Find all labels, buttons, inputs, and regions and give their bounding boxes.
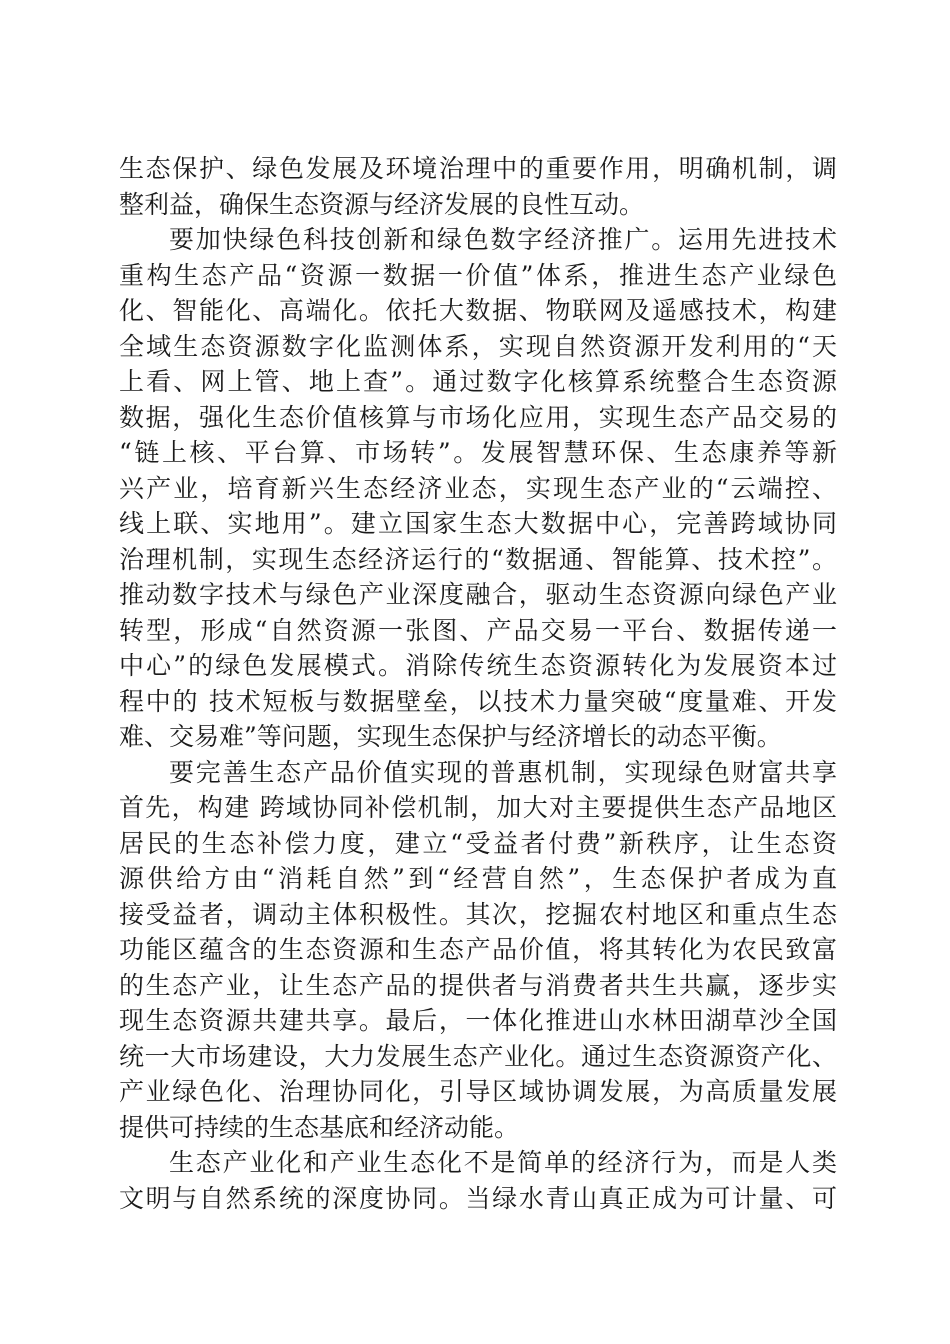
text-line: 统一大市场建设，大力发展生态产业化。通过生态资源资产化、 [119, 1041, 837, 1071]
text-line: 文明与自然系统的深度协同。当绿水青山真正成为可计量、可 [119, 1183, 837, 1213]
text-line: 生态保护、绿色发展及环境治理中的重要作用，明确机制，调 [119, 154, 837, 183]
text-line: 功能区蕴含的生态资源和生态产品价值，将其转化为农民致富 [119, 935, 837, 964]
text-line: 转型，形成“自然资源一张图、产品交易一平台、数据传递一 [119, 615, 837, 645]
text-line: 产业绿色化、治理协同化，引导区域协调发展，为高质量发展 [119, 1077, 837, 1106]
paragraph-2 [119, 222, 837, 755]
text-line: 化、智能化、高端化。依托大数据、物联网及遥感技术，构建 [119, 296, 837, 325]
text-line: 难、交易难”等问题，实现生态保护与经济增长的动态平衡。 [119, 722, 782, 751]
text-line: 源供给方由“消耗自然”到“经营自然”，生态保护者成为直 [119, 864, 837, 893]
paragraph-3 [119, 755, 837, 1146]
text-line: 推动数字技术与绿色产业深度融合，驱动生态资源向绿色产业 [119, 580, 837, 609]
text-line: 首先，构建 跨域协同补偿机制，加大对主要提供生态产品地区 [119, 793, 837, 822]
text-line: 要完善生态产品价值实现的普惠机制，实现绿色财富共享 [169, 757, 837, 787]
text-line: 线上联、实地用”。建立国家生态大数据中心，完善跨域协同 [119, 509, 837, 538]
text-line: 兴产业，培育新兴生态经济业态，实现生态产业的“云端控、 [119, 473, 837, 503]
text-line: 现生态资源共建共享。最后，一体化推进山水林田湖草沙全国 [119, 1006, 837, 1035]
text-line: 治理机制，实现生态经济运行的“数据通、智能算、技术控”。 [119, 544, 837, 574]
paragraph-4 [119, 1145, 837, 1216]
text-line: 上看、网上管、地上查”。通过数字化核算系统整合生态资源 [119, 367, 837, 396]
text-line: 重构生态产品“资源一数据一价值”体系，推进生态产业绿色 [119, 260, 837, 290]
body-text [119, 151, 837, 1216]
text-line: 居民的生态补偿力度，建立“受益者付费”新秩序，让生态资 [119, 828, 837, 858]
text-line: 提供可持续的生态基底和经济动能。 [119, 1112, 520, 1142]
text-line: 要加快绿色科技创新和绿色数字经济推广。运用先进技术 [169, 225, 837, 254]
text-line: “链上核、平台算、市场转”。发展智慧环保、生态康养等新 [119, 438, 837, 467]
text-line: 数据，强化生态价值核算与市场化应用，实现生态产品交易的 [119, 402, 837, 432]
text-line: 全域生态资源数字化监测体系，实现自然资源开发利用的“天 [119, 331, 837, 361]
text-line: 中心”的绿色发展模式。消除传统生态资源转化为发展资本过 [119, 651, 837, 680]
text-line: 接受益者，调动主体积极性。其次，挖掘农村地区和重点生态 [119, 899, 837, 929]
text-line: 整利益，确保生态资源与经济发展的良性互动。 [119, 189, 645, 219]
text-line: 程中的 技术短板与数据壁垒，以技术力量突破“度量难、开发 [119, 686, 837, 716]
paragraph-1 [119, 151, 837, 222]
text-line: 生态产业化和产业生态化不是简单的经济行为，而是人类 [169, 1148, 837, 1177]
text-line: 的生态产业，让生态产品的提供者与消费者共生共赢，逐步实 [119, 970, 837, 1000]
